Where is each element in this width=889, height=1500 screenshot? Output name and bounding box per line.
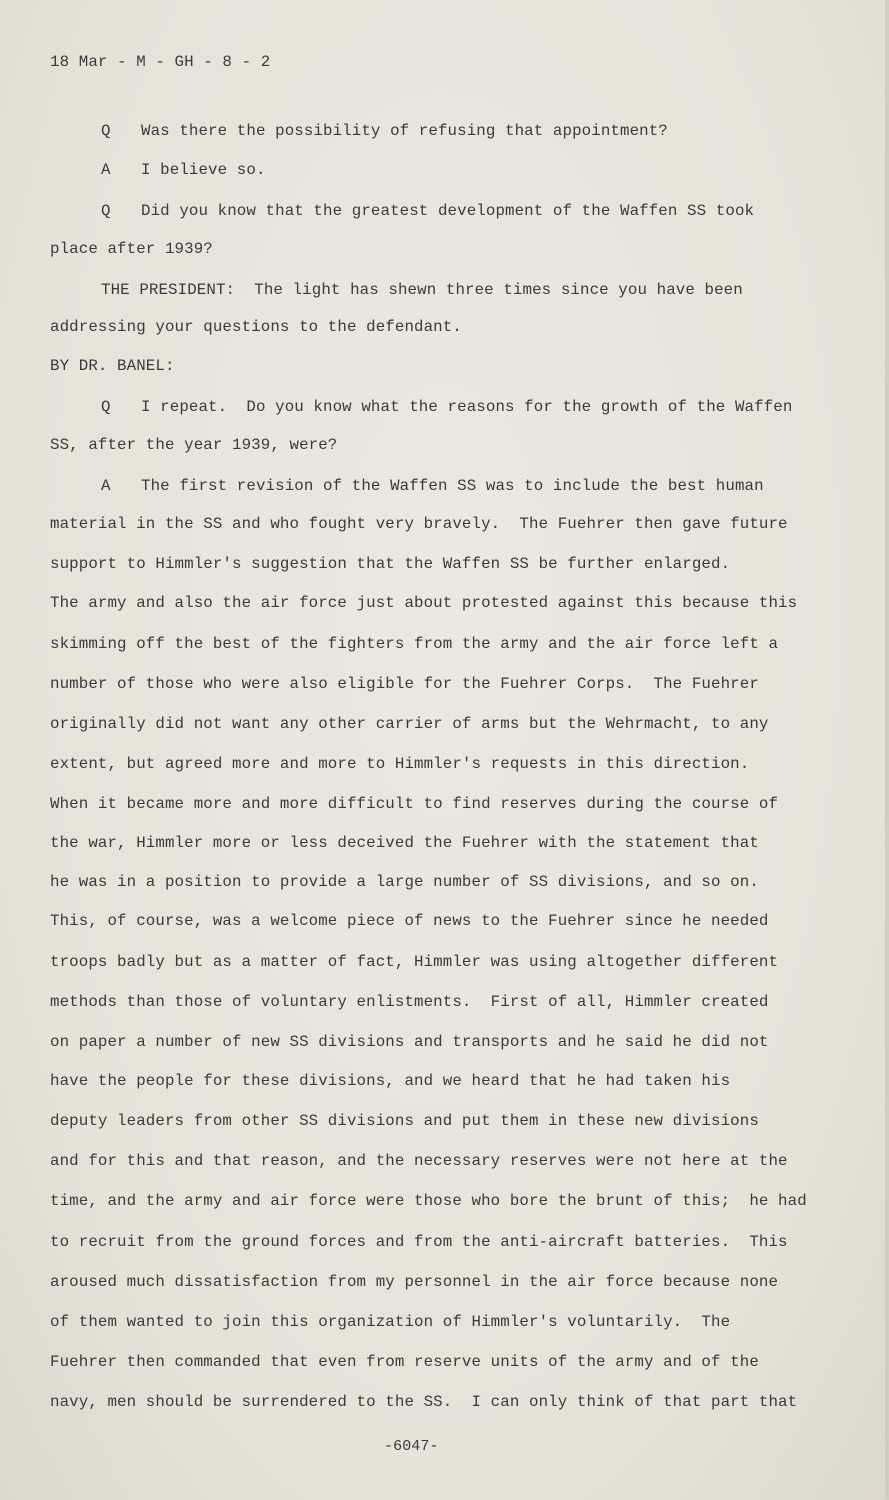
answer-line: methods than those of voluntary enlistments. First of all, Himmler created (50, 993, 769, 1011)
answer-line: he was in a position to provide a large number of SS divisions, and so on. (50, 873, 759, 891)
answer-line: the war, Himmler more or less deceived the Fuehrer with the statement that (50, 834, 759, 852)
answer-line: aroused much dissatisfaction from my personnel in the air force because none (50, 1273, 779, 1291)
answer-line: support to Himmler's suggestion that the Waffen SS be further enlarged. (50, 555, 731, 573)
page-number: -6047- (384, 1438, 439, 1455)
answer-line: of them wanted to join this organization of Himmler's voluntarily. The (50, 1313, 731, 1331)
president-line: THE PRESIDENT: The light has shewn three times since you have been (101, 281, 743, 299)
answer-line: navy, men should be surrendered to the SS. I can only think of that part that (50, 1393, 798, 1411)
answer-line: skimming off the best of the fighters from the army and the air force left a (50, 635, 779, 653)
answer-line: number of those who were also eligible for the Fuehrer Corps. The Fuehrer (50, 675, 759, 693)
answer-line: material in the SS and who fought very bravely. The Fuehrer then gave future (50, 515, 788, 533)
q-marker: Q (101, 122, 111, 140)
answer-line: troops badly but as a matter of fact, Himmler was using altogether different (50, 953, 779, 971)
question-line: Was there the possibility of refusing that appointment? (141, 122, 668, 140)
q-marker: Q (101, 398, 111, 416)
page-edge (885, 0, 889, 1500)
answer-line: When it became more and more difficult to find reserves during the course of (50, 795, 779, 813)
answer-line: and for this and that reason, and the necessary reserves were not here at the (50, 1152, 788, 1170)
question-line: Did you know that the greatest development of the Waffen SS took (141, 202, 755, 220)
a-marker: A (101, 161, 111, 179)
q-marker: Q (101, 202, 111, 220)
answer-line: to recruit from the ground forces and from the anti-aircraft batteries. This (50, 1233, 788, 1251)
answer-line: I believe so. (141, 161, 266, 179)
answer-line: time, and the army and air force were those who bore the brunt of this; he had (50, 1192, 807, 1210)
answer-line: originally did not want any other carrier of arms but the Wehrmacht, to any (50, 715, 769, 733)
answer-line: on paper a number of new SS divisions and transports and he said he did not (50, 1033, 769, 1051)
a-marker: A (101, 477, 111, 495)
answer-line: This, of course, was a welcome piece of news to the Fuehrer since he needed (50, 912, 769, 930)
answer-line: have the people for these divisions, and we heard that he had taken his (50, 1072, 731, 1090)
president-line: addressing your questions to the defendant. (50, 318, 462, 336)
answer-line: Fuehrer then commanded that even from reserve units of the army and of the (50, 1353, 759, 1371)
document-header: 18 Mar - M - GH - 8 - 2 (50, 53, 271, 71)
answer-line: deputy leaders from other SS divisions and put them in these new divisions (50, 1112, 759, 1130)
question-line: I repeat. Do you know what the reasons for the growth of the Waffen (141, 398, 793, 416)
answer-line: extent, but agreed more and more to Himmler's requests in this direction. (50, 755, 750, 773)
examiner-heading: BY DR. BANEL: (50, 357, 175, 375)
answer-line: The first revision of the Waffen SS was to include the best human (141, 477, 764, 495)
question-line: SS, after the year 1939, were? (50, 436, 338, 454)
answer-line: The army and also the air force just about protested against this because this (50, 594, 798, 612)
question-line: place after 1939? (50, 240, 213, 258)
